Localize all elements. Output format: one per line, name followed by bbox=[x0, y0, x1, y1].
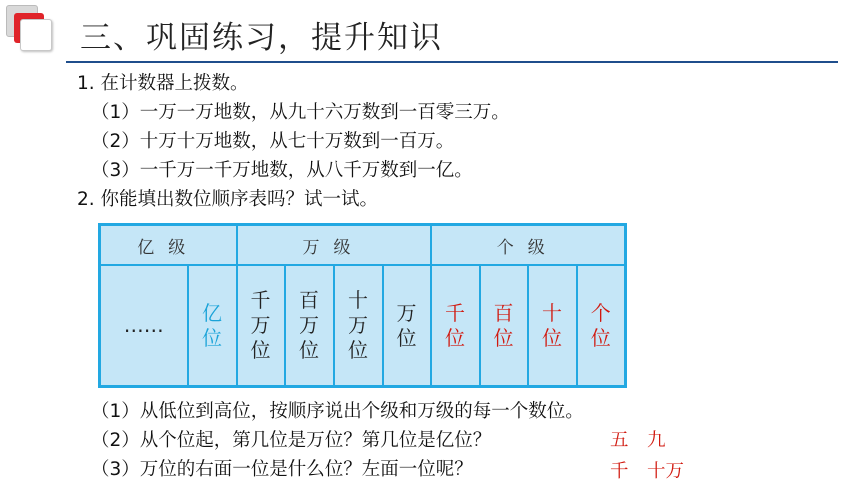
place-cell-shiwan bbox=[334, 265, 383, 387]
place-label: 千万位 bbox=[250, 288, 271, 362]
group-header-ge: 个级 bbox=[431, 225, 626, 266]
place-cell-qian bbox=[431, 265, 480, 387]
page-title: 三、巩固练习，提升知识 bbox=[80, 20, 443, 56]
exercise-1-part-1: （1）一万一万地数，从九十六万数到一百零三万。 bbox=[91, 102, 510, 123]
exercise-1-part-2: （2）十万十万地数，从七十万数到一百万。 bbox=[91, 131, 455, 152]
place-label: 十万位 bbox=[348, 288, 368, 362]
place-cell-qianwan bbox=[237, 265, 285, 387]
place-cell-baiwan bbox=[285, 265, 334, 387]
place-label: 亿位 bbox=[202, 300, 222, 350]
place-cell-bai bbox=[480, 265, 528, 387]
place-cell-wan bbox=[383, 265, 431, 387]
place-label: 十位 bbox=[542, 300, 562, 350]
logo-square-white bbox=[20, 19, 52, 51]
question-1: （1）从低位到高位，按顺序说出个级和万级的每一个数位。 bbox=[91, 401, 584, 422]
question-3: （3）万位的右面一位是什么位？左面一位呢？ bbox=[91, 459, 473, 480]
ellipsis-cell: …… bbox=[100, 265, 188, 387]
question-2: （2）从个位起，第几位是万位？第几位是亿位？ bbox=[91, 430, 492, 451]
logo bbox=[6, 5, 50, 49]
place-label: 个位 bbox=[590, 300, 611, 350]
answer-3: 千 十万 bbox=[610, 461, 685, 482]
exercise-1-part-3: （3）一千万一千万地数，从八千万数到一亿。 bbox=[91, 160, 473, 181]
place-label: 百万位 bbox=[299, 288, 319, 362]
group-header-wan: 万级 bbox=[237, 225, 431, 266]
place-label: 千位 bbox=[445, 300, 465, 350]
exercise-1: 1. 在计数器上拨数。 bbox=[77, 73, 249, 94]
title-divider bbox=[66, 61, 838, 63]
place-cell-shi bbox=[528, 265, 577, 387]
place-label: 万位 bbox=[396, 300, 417, 350]
exercise-2: 2. 你能填出数位顺序表吗？试一试。 bbox=[77, 189, 379, 210]
place-value-table bbox=[98, 223, 627, 388]
place-cell-yi bbox=[188, 265, 237, 387]
answer-2: 五 九 bbox=[610, 430, 666, 451]
place-cell-ge bbox=[577, 265, 626, 387]
group-header-yi: 亿级 bbox=[100, 225, 237, 266]
place-label: 百位 bbox=[493, 300, 514, 350]
